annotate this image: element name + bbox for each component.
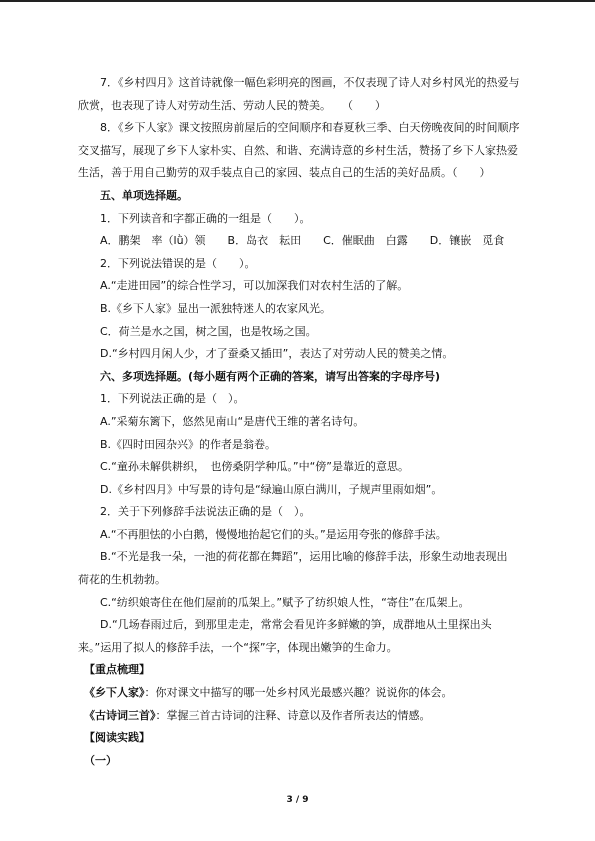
sc-question-1-options: A．鹏架 率（lǜ）领 B．岛衣 耘田 C．催眠曲 白露 D．镶嵌 觅食 (100, 234, 505, 248)
section-five-heading: 五、单项选择题。 (100, 188, 188, 202)
mc-q1-option-c: C.“童孙未解供耕织， 也傍桑阴学种瓜。”中“傍”是靠近的意思。 (100, 460, 409, 474)
key-points-heading: 【重点梳理】 (84, 663, 150, 677)
key-point-2 (78, 705, 533, 728)
mc-q2-option-d: D.“几场春雨过后，到那里走走，常常会看见许多鲜嫩的笋，成群地从土里探出头 (100, 618, 492, 632)
tf-item-7: 7．《乡村四月》这首诗就像一幅色彩明亮的图画，不仅表现了诗人对乡村风光的热爱与 (100, 76, 520, 89)
section-six-heading: 六、多项选择题。(每小题有两个正确的答案，请写出答案的字母序号) (100, 369, 441, 383)
reading-practice-heading: 【阅读实践】 (84, 731, 150, 745)
worksheet-body (78, 72, 533, 772)
mc-q1-option-b: B.《四时田园杂兴》的作者是翁卷。 (100, 437, 277, 451)
mc-question-2: 2．关于下列修辞手法说法正确的是（ ）。 (100, 505, 311, 519)
tf-item-8-cont2: 生活，善于用自己勤劳的双手装点自己的家园、装点自己的生活的美好品质。（ ） (78, 166, 491, 180)
key-point-1 (78, 682, 533, 705)
sc-q2-option-b: B.《乡下人家》显出一派独特迷人的农家风光。 (100, 301, 332, 315)
key-point-1-title: 《乡下人家》 (84, 686, 145, 700)
mc-q1-option-d: D.《乡村四月》中写景的诗句是“绿遍山原白满川，子规声里雨如烟”。 (100, 482, 443, 496)
mc-q2-option-c: C.“纺织娘寄住在他们屋前的瓜架上。”赋予了纺织娘人性，“寄住”在瓜架上。 (100, 595, 470, 609)
mc-q2-option-d-cont: 来。”运用了拟人的修辞手法，一个“探”字，体现出嫩笋的生命力。 (78, 640, 398, 654)
sc-question-1: 1．下列读音和字都正确的一组是（ ）。 (100, 211, 311, 225)
sc-question-2: 2．下列说法错误的是（ ）。 (100, 256, 256, 270)
key-point-2-title: 《古诗词三首》 (84, 708, 156, 722)
sc-q2-option-c: C．荷兰是水之国，树之国，也是牧场之国。 (100, 324, 317, 338)
page-number: 3 / 9 (286, 795, 309, 805)
key-point-2-text: ：掌握三首古诗词的注释、诗意以及作者所表达的情感。 (155, 708, 431, 722)
key-point-1-text: ：你对课文中描写的哪一处乡村风光最感兴趣？说说你的体会。 (144, 686, 453, 700)
reading-part-one: （一） (84, 753, 117, 767)
tf-item-8-cont: 交叉描写，展现了乡下人家朴实、自然、和谐、充满诗意的乡村生活，赞扬了乡下人家热爱 (78, 143, 518, 157)
tf-item-7-cont: 欣赏，也表现了诗人对劳动生活、劳动人民的赞美。 （ ） (78, 98, 386, 112)
top-rule (0, 0, 595, 2)
mc-q2-option-a: A.“不再胆怯的小白鹅，慢慢地抬起它们的头。”是运用夸张的修辞手法。 (100, 527, 447, 541)
sc-q2-option-a: A.“走进田园”的综合性学习，可以加深我们对农村生活的了解。 (100, 279, 409, 293)
mc-question-1: 1．下列说法正确的是（ ）。 (100, 392, 245, 406)
mc-q1-option-a: A.”采菊东篱下，悠然见南山“是唐代王维的著名诗句。 (100, 414, 365, 428)
tf-item-8: 8．《乡下人家》课文按照房前屋后的空间顺序和春夏秋三季、白天傍晚夜间的时间顺序 (100, 121, 520, 135)
mc-q2-option-b-cont: 荷花的生机勃勃。 (78, 573, 166, 587)
mc-q2-option-b: B.“不光是我一朵，一池的荷花都在舞蹈”，运用比喻的修辞手法，形象生动地表现出 (100, 550, 508, 564)
sc-q2-option-d: D.“乡村四月闲人少，才了蚕桑又插田”，表达了对劳动人民的赞美之情。 (100, 347, 454, 361)
